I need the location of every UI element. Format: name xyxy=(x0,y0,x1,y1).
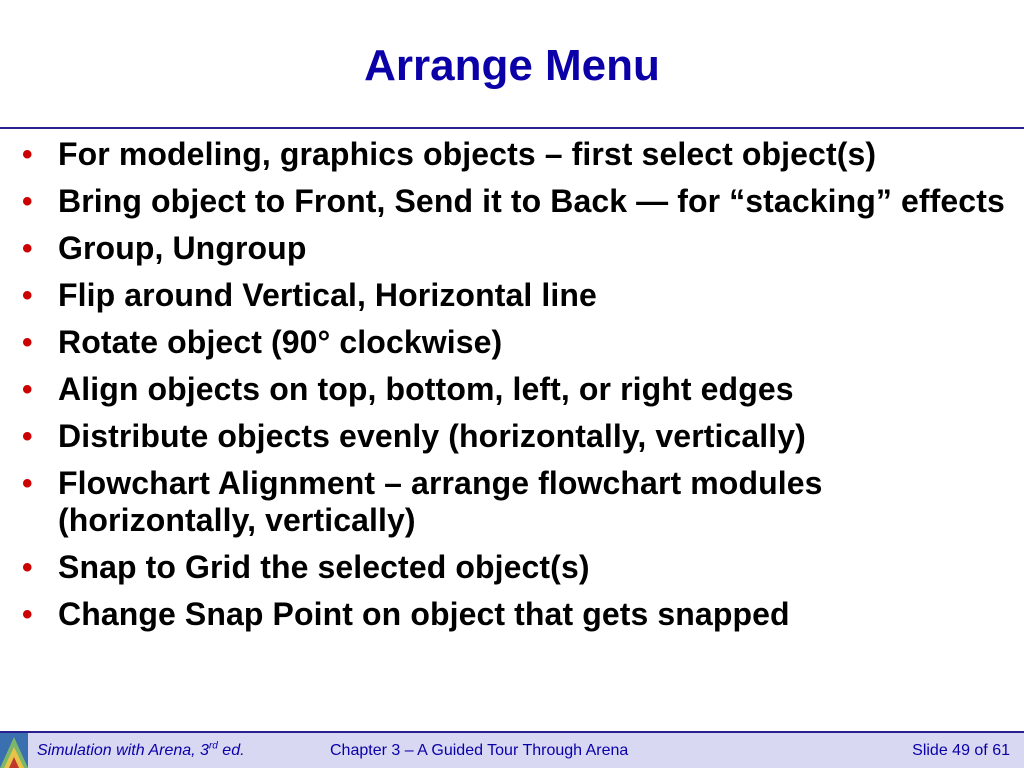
bullet-item xyxy=(0,230,1024,267)
bullet-icon: • xyxy=(22,551,33,584)
bullet-item xyxy=(0,465,1024,539)
bullet-text: Change Snap Point on object that gets snapped xyxy=(58,596,790,632)
bullet-item xyxy=(0,371,1024,408)
bullet-item xyxy=(0,277,1024,314)
bullet-text: Align objects on top, bottom, left, or right edges xyxy=(58,371,794,407)
footer-book-prefix: Simulation with Arena, 3 xyxy=(37,742,209,759)
bullet-icon: • xyxy=(22,373,33,406)
title-divider xyxy=(0,127,1024,129)
bullet-text: Snap to Grid the selected object(s) xyxy=(58,549,590,585)
bullet-text: Flip around Vertical, Horizontal line xyxy=(58,277,597,313)
footer-book-title xyxy=(37,742,245,760)
bullet-icon: • xyxy=(22,598,33,631)
bullet-text: Group, Ungroup xyxy=(58,230,307,266)
bullet-text: Flowchart Alignment – arrange flowchart modules (horizontally, vertically) xyxy=(58,465,823,538)
bullet-icon: • xyxy=(22,279,33,312)
bullet-text: For modeling, graphics objects – first select object(s) xyxy=(58,136,877,172)
footer-chapter: Chapter 3 – A Guided Tour Through Arena xyxy=(330,742,629,759)
footer-book-suffix: ed. xyxy=(217,742,245,759)
bullet-item xyxy=(0,136,1024,173)
footer-bar xyxy=(0,733,1024,768)
bullet-item xyxy=(0,418,1024,455)
bullet-item xyxy=(0,324,1024,361)
footer-book-sup: rd xyxy=(208,740,218,752)
bullet-icon: • xyxy=(22,232,33,265)
slide-title: Arrange Menu xyxy=(364,41,660,90)
bullet-text: Rotate object (90° clockwise) xyxy=(58,324,503,360)
bullet-list xyxy=(0,136,1024,643)
bullet-item xyxy=(0,183,1024,220)
bullet-icon: • xyxy=(22,467,33,500)
arena-logo-icon xyxy=(0,733,28,768)
bullet-icon: • xyxy=(22,138,33,171)
bullet-icon: • xyxy=(22,326,33,359)
footer-slide-number: Slide 49 of 61 xyxy=(912,742,1010,759)
bullet-icon: • xyxy=(22,185,33,218)
bullet-item xyxy=(0,549,1024,586)
bullet-text: Bring object to Front, Send it to Back — for “stacking” effects xyxy=(58,183,1005,219)
bullet-icon: • xyxy=(22,420,33,453)
bullet-text: Distribute objects evenly (horizontally, vertically) xyxy=(58,418,806,454)
bullet-item xyxy=(0,596,1024,633)
